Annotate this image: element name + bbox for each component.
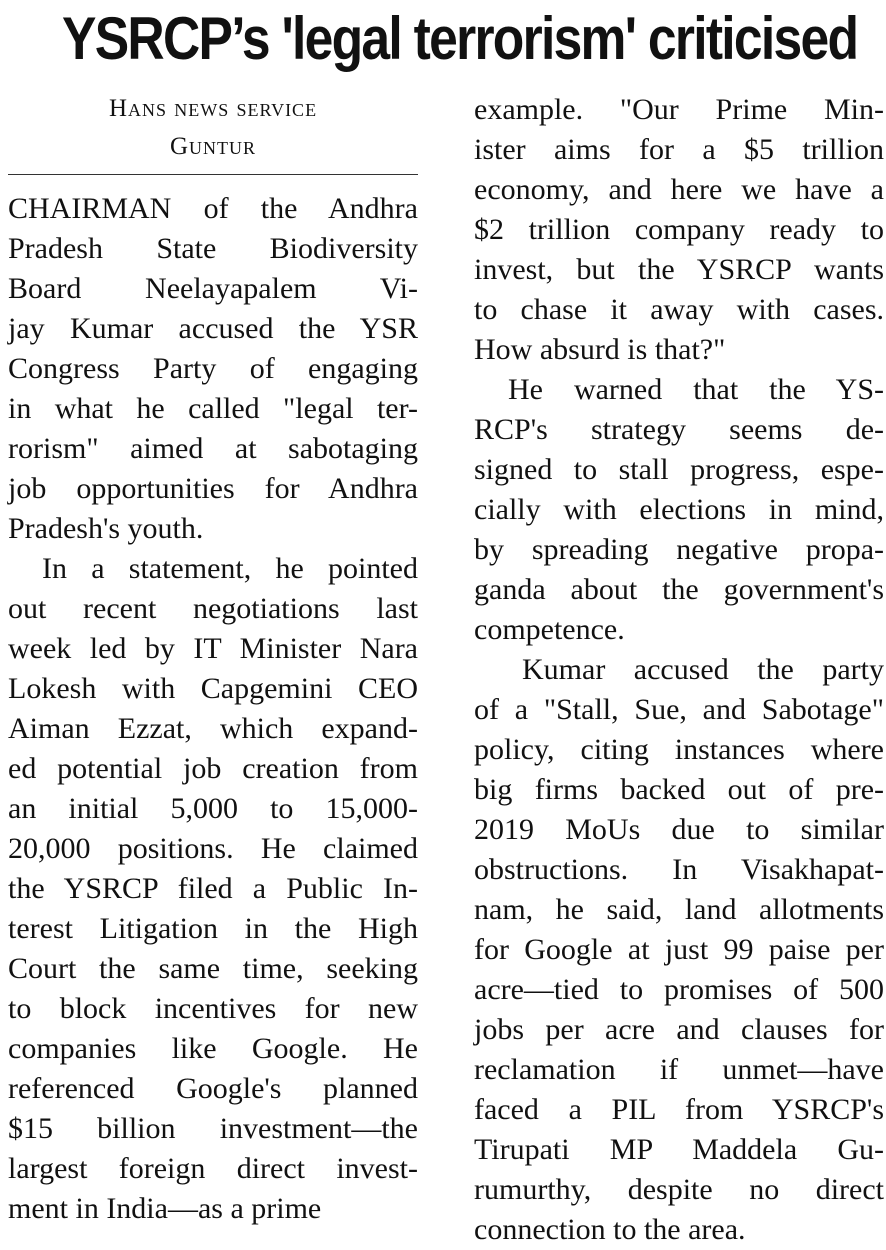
text-line: of a "Stall, Sue, and Sabotage" [474, 693, 884, 726]
text-line: 2019 MoUs due to similar [474, 813, 884, 846]
paragraph [8, 189, 418, 549]
text-line: Board Neelayapalem Vi- [8, 272, 418, 305]
text-line: acre—tied to promises of 500 [474, 973, 884, 1006]
text-line: ister aims for a $5 trillion [474, 133, 884, 166]
text-line: week led by IT Minister Nara [8, 632, 418, 665]
text-line: Aiman Ezzat, which expand- [8, 712, 418, 745]
text-line: rorism" aimed at sabotaging [8, 432, 418, 465]
paragraph [474, 90, 884, 370]
text-line: big firms backed out of pre- [474, 773, 884, 806]
text-line: referenced Google's planned [8, 1072, 418, 1105]
text-line: ment in India—as a prime [8, 1192, 322, 1225]
text-line: CHAIRMAN of the Andhra [8, 192, 418, 225]
text-line: reclamation if unmet—have [474, 1053, 884, 1086]
text-line: Pradesh State Biodiversity [8, 232, 418, 265]
text-line: In a statement, he pointed [42, 552, 418, 585]
text-line: companies like Google. He [8, 1032, 418, 1065]
text-line: out recent negotiations last [8, 592, 418, 625]
text-line: Tirupati MP Maddela Gu- [474, 1133, 884, 1166]
text-line: an initial 5,000 to 15,000- [8, 792, 418, 825]
paragraph [8, 549, 418, 1229]
text-line: How absurd is that?" [474, 333, 726, 366]
text-line: example. "Our Prime Min- [474, 93, 884, 126]
text-line: ed potential job creation from [8, 752, 418, 785]
text-line: Congress Party of engaging [8, 352, 418, 385]
headline: YSRCP’s 'legal terrorism' criticised [62, 5, 858, 72]
text-line: competence. [474, 613, 625, 646]
text-line: terest Litigation in the High [8, 912, 418, 945]
right-column [474, 90, 884, 1250]
text-line: jobs per acre and clauses for [474, 1013, 884, 1046]
byline-divider [8, 174, 418, 175]
text-line: Court the same time, seeking [8, 952, 418, 985]
text-line: in what he called "legal ter- [8, 392, 418, 425]
paragraph [474, 650, 884, 1250]
text-line: jay Kumar accused the YSR [8, 312, 418, 345]
byline-service: Hans news service [108, 95, 318, 122]
text-line: faced a PIL from YSRCP's [474, 1093, 884, 1126]
text-line: economy, and here we have a [474, 173, 884, 206]
text-line: the YSRCP filed a Public In- [8, 872, 418, 905]
text-line: Pradesh's youth. [8, 512, 204, 545]
text-line: RCP's strategy seems de- [474, 413, 884, 446]
left-column [8, 90, 418, 1229]
text-line: $2 trillion company ready to [474, 213, 884, 246]
text-line: ganda about the government's [474, 573, 884, 606]
text-line: cially with elections in mind, [474, 493, 884, 526]
text-line: Kumar accused the party [522, 653, 884, 686]
text-line: to chase it away with cases. [474, 293, 884, 326]
text-line: job opportunities for Andhra [8, 472, 418, 505]
text-line: signed to stall progress, espe- [474, 453, 884, 486]
text-line: He warned that the YS- [508, 373, 884, 406]
text-line: invest, but the YSRCP wants [474, 253, 884, 286]
text-line: policy, citing instances where [474, 733, 884, 766]
text-line: nam, he said, land allotments [474, 893, 884, 926]
text-line: obstructions. In Visakhapat- [474, 853, 884, 886]
text-line: rumurthy, despite no direct [474, 1173, 884, 1206]
paragraph [474, 370, 884, 650]
text-line: for Google at just 99 paise per [474, 933, 884, 966]
text-line: Lokesh with Capgemini CEO [8, 672, 418, 705]
text-line: by spreading negative propa- [474, 533, 884, 566]
text-line: to block incentives for new [8, 992, 418, 1025]
byline [8, 90, 418, 166]
text-line: 20,000 positions. He claimed [8, 832, 418, 865]
text-line: largest foreign direct invest- [8, 1152, 418, 1185]
byline-location: Guntur [169, 133, 257, 160]
text-line: connection to the area. [474, 1213, 746, 1246]
text-line: $15 billion investment—the [8, 1112, 418, 1145]
